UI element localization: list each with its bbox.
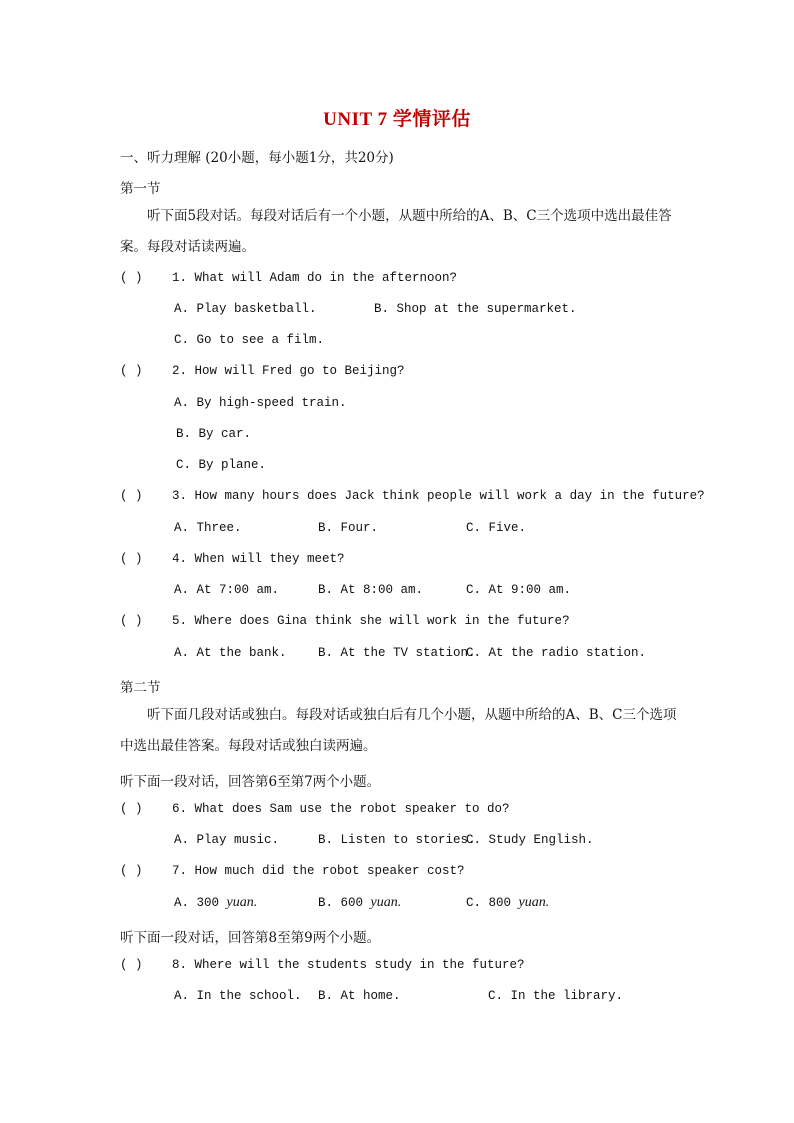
option-a: A. At 7:00 am. [174, 583, 280, 597]
question-text: 2. How will Fred go to Beijing? [172, 364, 405, 378]
answer-blank[interactable]: ( ) [120, 489, 143, 503]
option-b: B. Listen to stories. [318, 833, 476, 847]
question-3 [120, 489, 705, 503]
question-2 [120, 364, 405, 378]
section2-label: 第二节 [120, 680, 161, 696]
answer-blank[interactable]: ( ) [120, 552, 143, 566]
question-text: 3. How many hours does Jack think people will work a day in the future? [172, 489, 705, 503]
section2-instructions: 听下面几段对话或独白。每段对话或独白后有几个小题，从题中所给的A、B、C三个选项中选出最佳答案。每段对话或独白读两遍。 [120, 707, 677, 754]
question-8 [120, 958, 525, 972]
question-text: 6. What does Sam use the robot speaker to do? [172, 802, 510, 816]
option-b: B. By car. [176, 427, 252, 441]
option-b: B. At 8:00 am. [318, 583, 424, 597]
option-c: C. At 9:00 am. [466, 583, 572, 597]
part1-heading: 一、听力理解 (20小题，每小题1分，共20分) [120, 150, 394, 166]
question-text: 5. Where does Gina think she will work in the future? [172, 614, 570, 628]
option-a: A. Play music. [174, 833, 280, 847]
option-c: C. Five. [466, 521, 527, 535]
option-b-amount: B. 600 [318, 896, 364, 910]
question-text: 7. How much did the robot speaker cost? [172, 864, 465, 878]
option-a-unit: yuan. [226, 895, 258, 910]
option-c-amount: C. 800 [466, 896, 512, 910]
answer-blank[interactable]: ( ) [120, 958, 143, 972]
option-a: A. By high-speed train. [174, 396, 347, 410]
option-c: C. At the radio station. [466, 646, 647, 660]
answer-blank[interactable]: ( ) [120, 271, 143, 285]
option-c-unit: yuan. [518, 895, 550, 910]
question-1 [120, 271, 457, 285]
answer-blank[interactable]: ( ) [120, 364, 143, 378]
option-b: B. At the TV station. [318, 646, 476, 660]
option-a: A. At the bank. [174, 646, 287, 660]
option-b [318, 895, 401, 911]
option-a: A. In the school. [174, 989, 302, 1003]
section1-instructions: 听下面5段对话。每段对话后有一个小题，从题中所给的A、B、C三个选项中选出最佳答案。每段对话读两遍。 [120, 208, 672, 255]
question-4 [120, 552, 345, 566]
dialog-intro-2: 听下面一段对话，回答第8至第9两个小题。 [120, 930, 381, 946]
option-a [174, 895, 257, 911]
answer-blank[interactable]: ( ) [120, 864, 143, 878]
question-text: 8. Where will the students study in the future? [172, 958, 525, 972]
question-text: 4. When will they meet? [172, 552, 345, 566]
page-title: UNIT 7 学情评估 [323, 109, 471, 130]
question-text: 1. What will Adam do in the afternoon? [172, 271, 458, 285]
question-7 [120, 864, 465, 878]
option-c: C. By plane. [176, 458, 267, 472]
option-b: B. Shop at the supermarket. [374, 302, 577, 316]
option-a: A. Three. [174, 521, 242, 535]
dialog-intro-1: 听下面一段对话，回答第6至第7两个小题。 [120, 774, 381, 790]
section1-label: 第一节 [120, 181, 161, 197]
question-5 [120, 614, 570, 628]
answer-blank[interactable]: ( ) [120, 802, 143, 816]
option-a: A. Play basketball. [174, 302, 317, 316]
option-b: B. At home. [318, 989, 401, 1003]
option-b-unit: yuan. [370, 895, 402, 910]
option-c: C. In the library. [488, 989, 624, 1003]
question-6 [120, 802, 510, 816]
answer-blank[interactable]: ( ) [120, 614, 143, 628]
option-c: C. Study English. [466, 833, 594, 847]
option-b: B. Four. [318, 521, 379, 535]
option-a-amount: A. 300 [174, 896, 220, 910]
option-c: C. Go to see a film. [174, 333, 325, 347]
option-c [466, 895, 549, 911]
